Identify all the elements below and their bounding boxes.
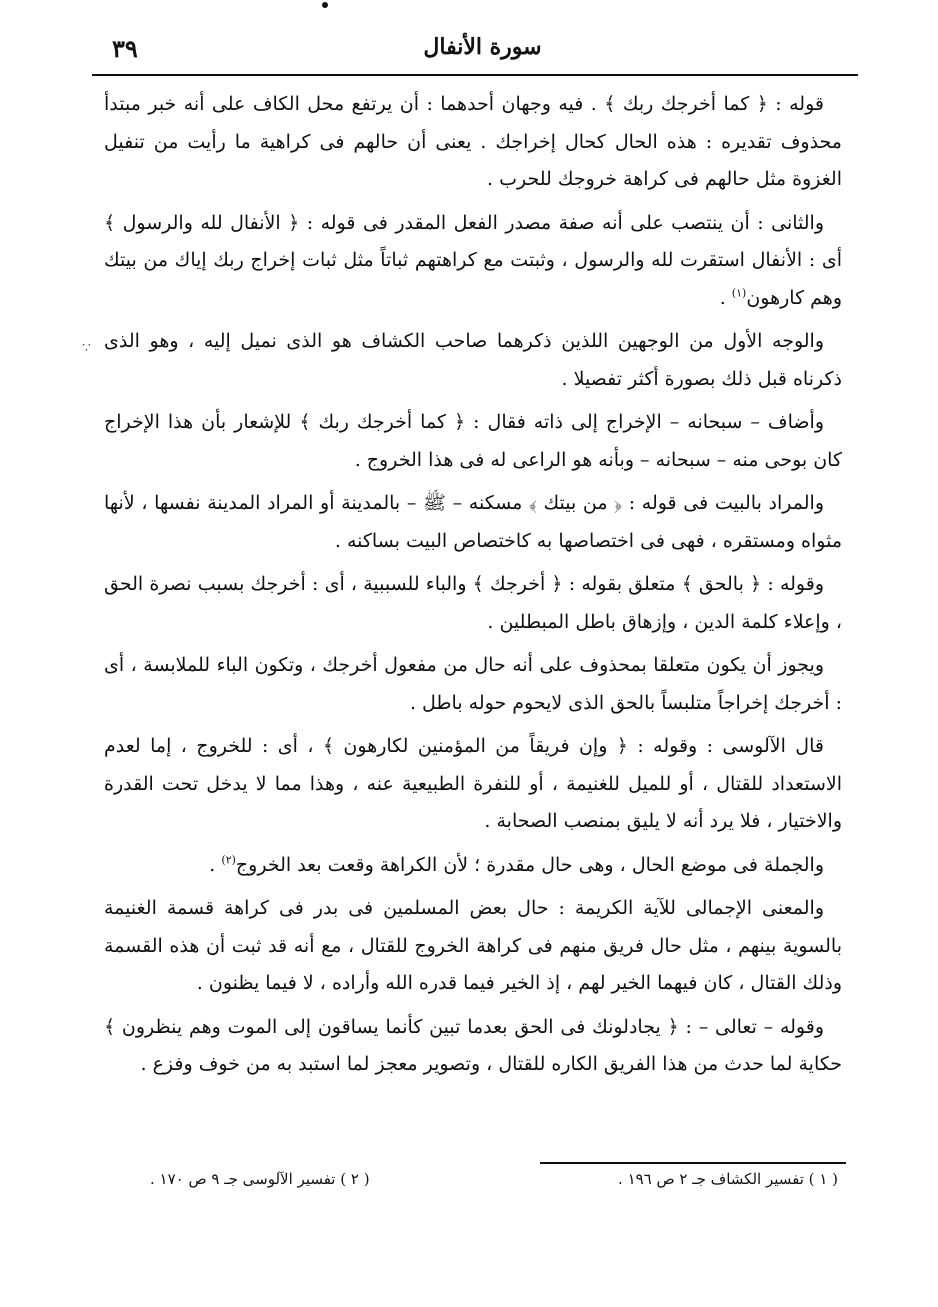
paragraph: والمراد بالبيت فى قوله : ﴿ من بيتك ﴾ مسكنه – ﷺ – بالمدينة أو المراد المدينة نفسها ، لأنها مثواه ومستقره ، فهى فى اختصاصها به كاختصاص البيت بساكنه . bbox=[104, 492, 842, 552]
paragraph bbox=[104, 205, 842, 318]
footnotes bbox=[150, 1170, 838, 1200]
footnote-1: ( ١ ) تفسير الكشاف جـ ٢ ص ١٩٦ . bbox=[618, 1170, 838, 1188]
surah-title: سورة الأنفال bbox=[423, 34, 542, 60]
page-number: ٣٩ bbox=[112, 34, 138, 63]
footnote-2: ( ٢ ) تفسير الآلوسى جـ ٩ ص ١٧٠ . bbox=[150, 1170, 370, 1188]
paragraph: والمعنى الإجمالى للآية الكريمة : حال بعض المسلمين فى بدر فى كراهة قسمة الغنيمة بالسوية بينهم ، مثل حال فريق منهم فى كراهة الخروج للقتال ، مع أنه قد ثبت أن هذه القسمة وذلك القتال ، كان فيهما الخير لهم ، إذ الخير فيما قدره الله وأراده ، لا فيما يظنون . bbox=[104, 897, 842, 994]
margin-mark: ∵ bbox=[82, 340, 91, 356]
paragraph: ويجوز أن يكون متعلقا بمحذوف على أنه حال من مفعول أخرجك ، وتكون الباء للملابسة ، أى : أخرجك إخراجاً متلبساً بالحق الذى لايحوم حوله باطل . bbox=[104, 654, 842, 714]
paragraph-text: والجملة فى موضع الحال ، وهى حال مقدرة ؛ لأن الكراهة وقعت بعد الخروج bbox=[235, 853, 824, 876]
paragraph: قال الآلوسى : وقوله : ﴿ وإن فريقاً من المؤمنين لكارهون ﴾ ، أى : للخروج ، إما لعدم الاستعداد للقتال ، أو للميل للغنيمة ، أو للنفرة الطبيعية عنه ، وهذا مما لا يدخل تحت القدرة والاختيار ، فلا يرد أنه لا يليق بمنصب الصحابة . bbox=[104, 735, 842, 832]
footnote-ref-2: (٢) bbox=[221, 853, 236, 867]
main-text bbox=[104, 86, 842, 1090]
paragraph bbox=[104, 847, 842, 885]
paragraph: وقوله – تعالى – : ﴿ يجادلونك فى الحق بعدما تبين كأنما يساقون إلى الموت وهم ينظرون ﴾ حكاية لما حدث من هذا الفريق الكاره للقتال ، وتصوير معجز لما استبد به من خوف وفزع . bbox=[104, 1015, 842, 1075]
page-header bbox=[112, 30, 853, 70]
header-divider bbox=[92, 74, 858, 76]
scan-dot bbox=[322, 2, 328, 8]
paragraph-end: . bbox=[719, 286, 732, 309]
paragraph: قوله : ﴿ كما أخرجك ربك ﴾ . فيه وجهان أحدهما : أن يرتفع محل الكاف على أنه خبر مبتدأ محذوف تقديره : هذه الحال كحال إخراجك . يعنى أن حالهم فى كراهية ما رأيت من تنفيل الغزوة مثل حالهم فى كراهة خروجك للحرب . bbox=[104, 93, 842, 190]
footnote-ref-1: (١) bbox=[731, 286, 747, 300]
paragraph-text: والثانى : أن ينتصب على أنه صفة مصدر الفعل المقدر فى قوله : ﴿ الأنفال لله والرسول ﴾ أى : الأنفال استقرت لله والرسول ، وثبتت مع كراهتهم ثباتاً مثل ثبات إخراج ربك إياك من بيتك وهم كارهون bbox=[104, 211, 842, 309]
paragraph-end: . bbox=[209, 853, 222, 876]
footnote-divider bbox=[540, 1162, 846, 1164]
paragraph: والوجه الأول من الوجهين اللذين ذكرهما صاحب الكشاف هو الذى نميل إليه ، وهو الذى ذكرناه قبل ذلك بصورة أكثر تفصيلا . bbox=[104, 330, 842, 390]
paragraph: وقوله : ﴿ بالحق ﴾ متعلق بقوله : ﴿ أخرجك ﴾ والباء للسببية ، أى : أخرجك بسبب نصرة الحق ، وإعلاء كلمة الدين ، وإزهاق باطل المبطلين . bbox=[104, 573, 842, 633]
paragraph: وأضاف – سبحانه – الإخراج إلى ذاته فقال : ﴿ كما أخرجك ربك ﴾ للإشعار بأن هذا الإخراج كان بوحى منه – سبحانه – وبأنه هو الراعى له فى هذا الخروج . bbox=[104, 411, 842, 471]
